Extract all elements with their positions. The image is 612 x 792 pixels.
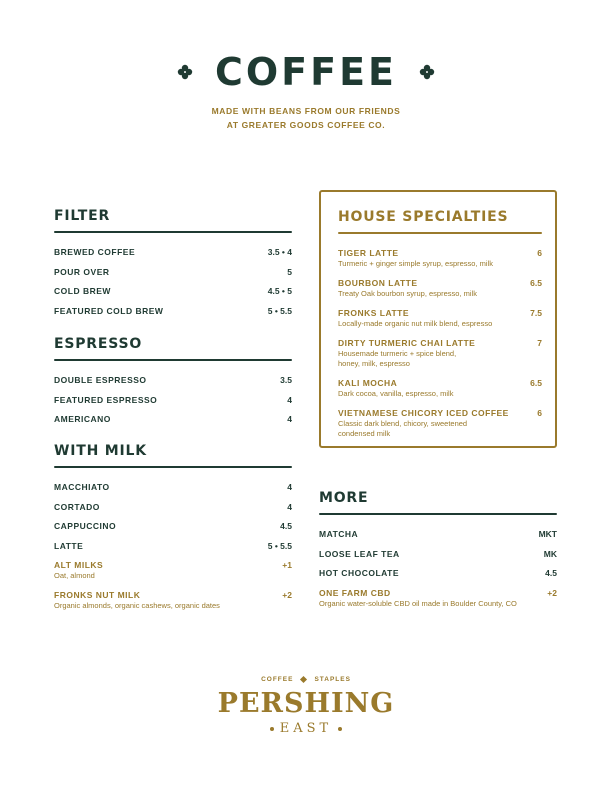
dot-icon bbox=[270, 727, 274, 731]
menu-item bbox=[54, 395, 292, 406]
menu-item bbox=[54, 286, 292, 297]
menu-item-addon bbox=[54, 560, 292, 581]
clover-ornament-icon bbox=[177, 64, 193, 80]
menu-item bbox=[54, 502, 292, 513]
item-name: HOT CHOCOLATE bbox=[319, 568, 400, 578]
item-price: 6 bbox=[537, 248, 542, 258]
item-description: Organic water-soluble CBD oil made in Boulder County, CO bbox=[319, 598, 517, 608]
item-price: 4.5 • 5 bbox=[267, 286, 292, 296]
item-description: Organic almonds, organic cashews, organic dates bbox=[54, 600, 220, 610]
diamond-icon bbox=[300, 676, 307, 683]
item-name: MACCHIATO bbox=[54, 482, 110, 492]
item-price: 3.5 • 4 bbox=[267, 247, 292, 257]
house-specialties-content bbox=[338, 208, 542, 448]
section-title: WITH MILK bbox=[54, 443, 147, 459]
subtitle bbox=[0, 104, 612, 132]
menu-item bbox=[338, 248, 542, 269]
section-divider bbox=[319, 513, 557, 515]
item-name: CAPPUCCINO bbox=[54, 521, 117, 531]
item-price: 5 bbox=[287, 266, 292, 277]
subtitle-line-2: AT GREATER GOODS COFFEE CO. bbox=[226, 120, 386, 130]
item-price: +1 bbox=[282, 560, 292, 570]
logo-subword bbox=[0, 721, 612, 736]
menu-item bbox=[54, 247, 292, 258]
item-description: Treaty Oak bourbon syrup, espresso, milk bbox=[338, 289, 477, 298]
item-description: Locally-made organic nut milk blend, espresso bbox=[338, 319, 493, 328]
item-name: ALT MILKS bbox=[54, 560, 104, 570]
section-title: FILTER bbox=[54, 208, 111, 224]
clover-ornament-icon bbox=[419, 64, 435, 80]
item-price: 6.5 bbox=[530, 278, 542, 288]
menu-item bbox=[54, 267, 292, 278]
item-price: +2 bbox=[282, 589, 292, 600]
menu-item bbox=[54, 375, 292, 386]
item-price: 6 bbox=[537, 408, 542, 418]
tagline-right: STAPLES bbox=[314, 676, 351, 683]
item-name: POUR OVER bbox=[54, 266, 110, 277]
tagline-left: COFFEE bbox=[261, 676, 294, 683]
item-name: FEATURED COLD BREW bbox=[54, 305, 164, 316]
item-name: DOUBLE ESPRESSO bbox=[54, 375, 147, 385]
item-name: BOURBON LATTE bbox=[338, 278, 418, 288]
item-name: FRONKS NUT MILK bbox=[54, 589, 141, 600]
menu-item-addon bbox=[54, 590, 292, 611]
item-name: ONE FARM CBD bbox=[319, 587, 391, 598]
logo-tagline bbox=[0, 676, 612, 683]
item-name: AMERICANO bbox=[54, 414, 111, 424]
section-divider bbox=[54, 359, 292, 361]
item-name: VIETNAMESE CHICORY ICED COFFEE bbox=[338, 408, 509, 418]
menu-item-addon bbox=[319, 588, 557, 609]
item-price: 6.5 bbox=[530, 378, 542, 388]
section-title: MORE bbox=[319, 490, 369, 506]
item-price: 7.5 bbox=[530, 308, 542, 318]
espresso-section bbox=[54, 335, 292, 434]
title-row bbox=[0, 48, 612, 96]
menu-header bbox=[0, 48, 612, 132]
item-name: TIGER LATTE bbox=[338, 248, 399, 258]
item-name: LATTE bbox=[54, 540, 84, 551]
menu-item bbox=[338, 378, 542, 399]
menu-item bbox=[54, 414, 292, 425]
item-name: CORTADO bbox=[54, 501, 100, 512]
filter-section bbox=[54, 207, 292, 325]
menu-item bbox=[54, 306, 292, 317]
item-name: DIRTY TURMERIC CHAI LATTE bbox=[338, 338, 476, 348]
item-name: LOOSE LEAF TEA bbox=[319, 548, 400, 559]
section-title: ESPRESSO bbox=[54, 336, 143, 352]
menu-item bbox=[338, 308, 542, 329]
item-price: +2 bbox=[547, 587, 557, 598]
item-name: MATCHA bbox=[319, 529, 359, 539]
item-name: BREWED COFFEE bbox=[54, 247, 136, 257]
item-name: FEATURED ESPRESSO bbox=[54, 394, 158, 405]
item-name: COLD BREW bbox=[54, 286, 111, 296]
logo-sub-text: EAST bbox=[279, 721, 333, 736]
subtitle-line-1: MADE WITH BEANS FROM OUR FRIENDS bbox=[211, 106, 401, 116]
logo-wordmark: PERSHING bbox=[217, 688, 395, 719]
section-divider bbox=[54, 466, 292, 468]
item-description: Oat, almond bbox=[54, 571, 95, 580]
menu-item bbox=[54, 541, 292, 552]
menu-item bbox=[54, 482, 292, 493]
item-price: MK bbox=[543, 548, 557, 559]
menu-item bbox=[319, 549, 557, 560]
item-name: KALI MOCHA bbox=[338, 378, 398, 388]
item-price: 4 bbox=[287, 482, 292, 492]
section-title: HOUSE SPECIALTIES bbox=[338, 209, 509, 225]
menu-item bbox=[338, 338, 542, 369]
item-description: Dark cocoa, vanilla, espresso, milk bbox=[338, 389, 454, 398]
page-title: COFFEE bbox=[214, 50, 398, 94]
item-description: Turmeric + ginger simple syrup, espresso, milk bbox=[338, 259, 493, 268]
section-divider bbox=[54, 231, 292, 233]
item-price: 7 bbox=[537, 338, 542, 348]
menu-item bbox=[338, 408, 542, 439]
house-specialties-box bbox=[319, 190, 557, 448]
dot-icon bbox=[338, 727, 342, 731]
pershing-east-logo bbox=[0, 676, 612, 736]
with-milk-section bbox=[54, 442, 292, 619]
item-price: 5 • 5.5 bbox=[267, 305, 292, 316]
item-price: 3.5 bbox=[280, 375, 292, 385]
item-price: 4.5 bbox=[545, 568, 557, 578]
item-price: 4 bbox=[287, 394, 292, 405]
item-name: FRONKS LATTE bbox=[338, 308, 410, 318]
item-description: Housemade turmeric + spice blend, honey, milk, espresso bbox=[338, 349, 457, 368]
item-description: Classic dark blend, chicory, sweetened condensed milk bbox=[338, 419, 468, 438]
item-price: 5 • 5.5 bbox=[267, 540, 292, 551]
item-price: 4.5 bbox=[280, 521, 292, 531]
more-section bbox=[319, 489, 557, 617]
section-divider bbox=[338, 232, 542, 234]
menu-item bbox=[319, 568, 557, 579]
item-price: 4 bbox=[287, 414, 292, 424]
item-price: MKT bbox=[538, 529, 557, 539]
item-price: 4 bbox=[287, 501, 292, 512]
menu-item bbox=[54, 521, 292, 532]
menu-item bbox=[319, 529, 557, 540]
menu-item bbox=[338, 278, 542, 299]
